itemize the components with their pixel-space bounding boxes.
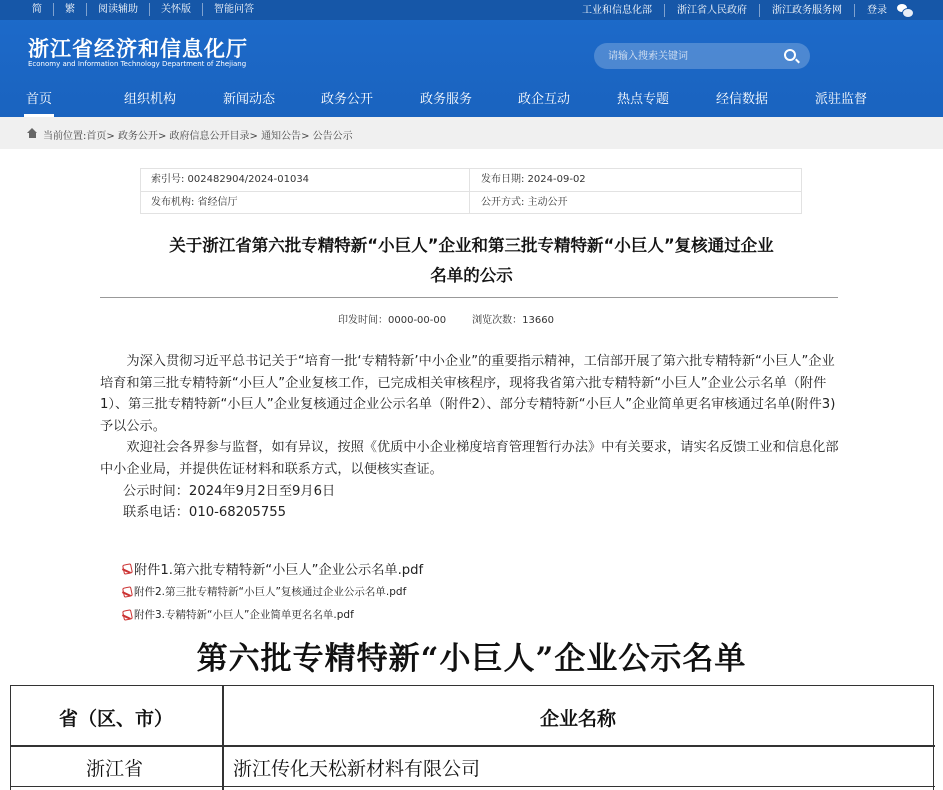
breadcrumb-catalog[interactable]: 政府信息公开目录	[169, 131, 250, 142]
breadcrumb-bar	[0, 117, 943, 149]
zj-service-link[interactable]: 浙江政务服务网	[760, 4, 855, 17]
attachment-label[interactable]: 附件2.第三批专精特新“小巨人”复核通过企业公示名单.pdf	[134, 586, 407, 598]
nav-item-interaction[interactable]: 政企互动	[518, 92, 571, 107]
article-paragraph: 为深入贯彻习近平总书记关于“培育一批‘专精特新’中小企业”的重要指示精神，工信部开展了第六批专精特新“小巨人”企业培育和第三批专精特新“小巨人”企业复核工作，已完成相关审核程序，现将我省第六批专精特新“小巨人”企业公示名单（附件1）、第三批专精特新“小巨人”企业复核通过企业公示名单（附件2）、部分专精特新“小巨人”企业简单更名审核通过名单(附件3)予以公示。	[100, 354, 836, 434]
search-input[interactable]	[608, 48, 778, 64]
nav-item-supervision[interactable]: 派驻监督	[815, 92, 868, 107]
document-title: 第六批专精特新“小巨人”企业公示名单	[196, 641, 747, 677]
article-title-line2: 名单的公示	[430, 266, 513, 285]
simplified-chinese-link[interactable]: 简	[22, 3, 54, 16]
attachment-link-1[interactable]	[122, 559, 423, 578]
article-title-line1: 关于浙江省第六批专精特新“小巨人”企业和第三批专精特新“小巨人”复核通过企业	[169, 236, 774, 255]
site-logo-subtitle: Economy and Information Technology Department of Zhejiang	[28, 60, 247, 68]
table-divider-row	[11, 786, 935, 787]
article-meta-table	[140, 168, 802, 214]
title-divider	[100, 297, 838, 298]
nav-item-home[interactable]: 首页	[26, 88, 52, 117]
breadcrumb-label: 当前位置:	[43, 131, 87, 142]
search-box	[594, 43, 810, 69]
meta-issuer: 发布机构: 省经信厅	[151, 197, 238, 208]
table-divider-vertical	[222, 686, 224, 790]
nav-item-gov-affairs[interactable]: 政务公开	[321, 92, 374, 107]
nav-item-gov-services[interactable]: 政务服务	[420, 92, 473, 107]
article-title	[90, 231, 853, 291]
table-header-province: 省（区、市）	[59, 708, 174, 730]
breadcrumb: 当前位置:首页> 政务公开> 政府信息公开目录> 通知公告> 公告公示	[43, 131, 353, 142]
zj-gov-link[interactable]: 浙江省人民政府	[665, 4, 760, 17]
miit-link[interactable]: 工业和信息化部	[570, 4, 665, 17]
table-cell-company: 浙江传化天松新材料有限公司	[233, 758, 481, 780]
article-body	[100, 351, 840, 524]
table-header-company: 企业名称	[540, 708, 617, 730]
meta-index-no: 索引号: 002482904/2024-01034	[151, 174, 310, 185]
meta-pub-date: 发布日期: 2024-09-02	[481, 174, 586, 185]
care-mode-link[interactable]: 关怀版	[150, 3, 203, 16]
login-link[interactable]: 登录	[867, 4, 887, 16]
traditional-chinese-link[interactable]: 繁	[54, 3, 87, 16]
pdf-icon	[122, 609, 131, 620]
table-cell-province: 浙江省	[86, 758, 144, 780]
utility-links-left	[22, 3, 265, 16]
main-nav	[0, 84, 943, 117]
utility-links-right	[570, 3, 913, 17]
attachment-link-2[interactable]	[122, 584, 406, 599]
nav-item-organization[interactable]: 组织机构	[124, 92, 177, 107]
breadcrumb-home[interactable]: 首页	[86, 131, 107, 142]
table-divider-header	[11, 745, 935, 747]
contact-phone: 联系电话：010-68205755	[123, 505, 286, 521]
site-header	[0, 0, 943, 117]
attachment-link-3[interactable]	[122, 607, 354, 622]
nav-item-topics[interactable]: 热点专题	[617, 92, 670, 107]
top-utility-bar	[0, 0, 943, 20]
wechat-icon[interactable]	[897, 3, 913, 17]
article-paragraph: 欢迎社会各界参与监督，如有异议，按照《优质中小企业梯度培育管理暂行办法》中有关要求，请实名反馈工业和信息化部中小企业局，并提供佐证材料和联系方式，以便核实查证。	[100, 440, 839, 477]
attachment-label[interactable]: 附件1.第六批专精特新“小巨人”企业公示名单.pdf	[134, 563, 424, 578]
attachment-label[interactable]: 附件3.专精特新“小巨人”企业简单更名名单.pdf	[134, 609, 354, 621]
company-list-table	[10, 685, 934, 790]
article-stats	[338, 311, 580, 326]
breadcrumb-gov-affairs[interactable]: 政务公开	[117, 131, 158, 142]
breadcrumb-notices[interactable]: 通知公告	[261, 131, 302, 142]
meta-divider-horizontal	[141, 191, 801, 192]
smart-qa-link[interactable]: 智能问答	[214, 4, 254, 15]
print-time: 印发时间：0000-00-00	[338, 315, 447, 326]
notice-time: 公示时间：2024年9月2日至9月6日	[123, 483, 336, 499]
breadcrumb-announcements[interactable]: 公告公示	[312, 131, 353, 142]
site-logo-title[interactable]: 浙江省经济和信息化厅	[28, 37, 248, 61]
meta-open-mode: 公开方式: 主动公开	[481, 197, 568, 208]
reading-assist-link[interactable]: 阅读辅助	[87, 3, 150, 16]
home-icon	[27, 128, 38, 138]
pdf-icon	[122, 563, 131, 574]
nav-item-news[interactable]: 新闻动态	[223, 92, 276, 107]
view-count: 浏览次数：13660	[472, 315, 554, 326]
pdf-icon	[122, 586, 131, 597]
search-icon[interactable]	[784, 49, 796, 61]
nav-item-data[interactable]: 经信数据	[716, 92, 769, 107]
